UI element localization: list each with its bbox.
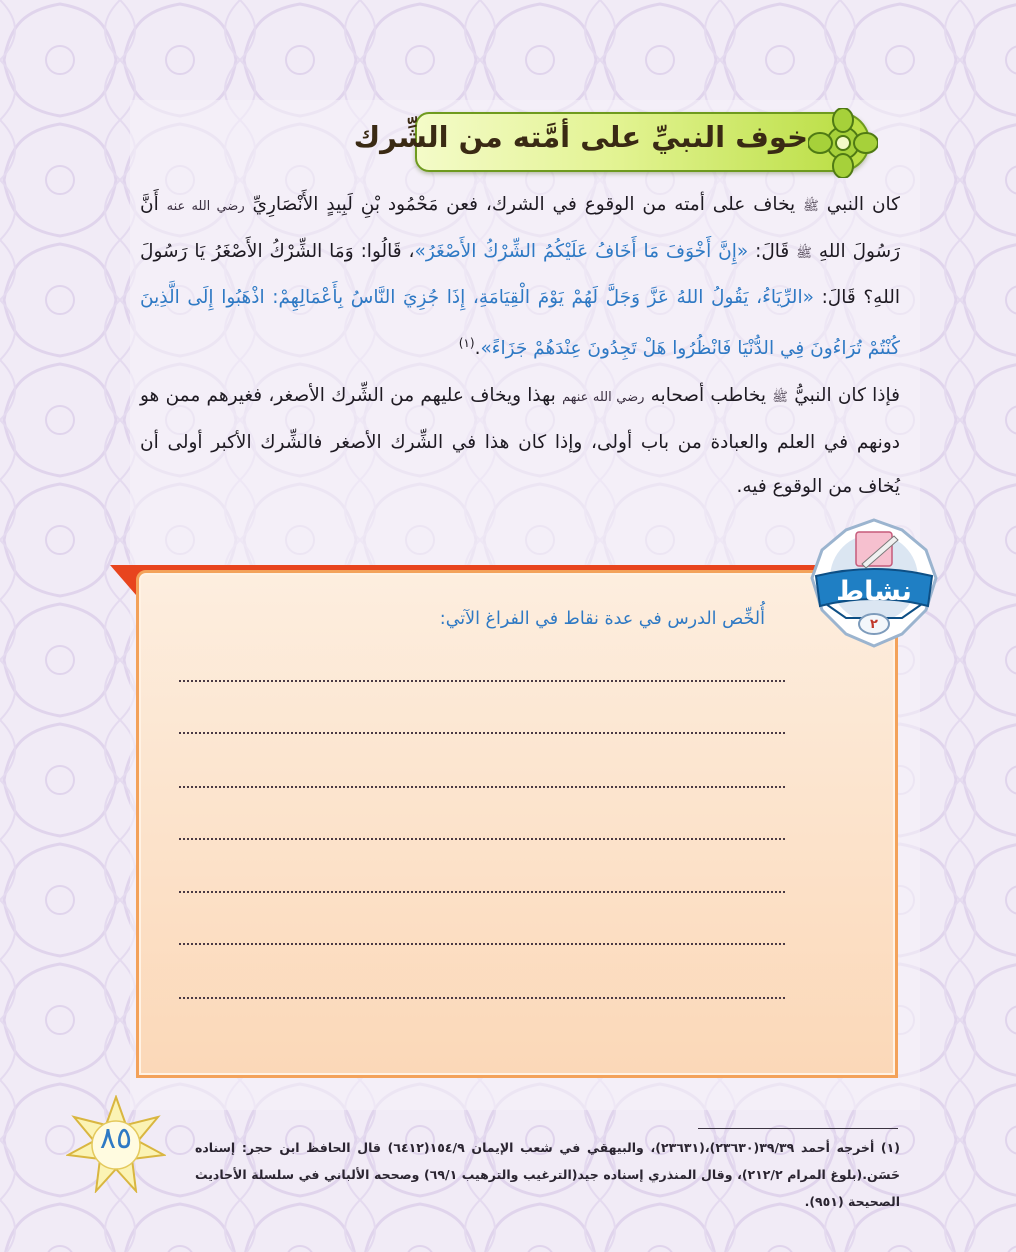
answer-line[interactable] <box>179 680 785 682</box>
text-run: أَنَّ رَسُولَ اللهِ <box>140 194 900 262</box>
text-run: قَالَ: <box>748 240 797 262</box>
footnotes <box>195 1134 900 1215</box>
footnote-reference[interactable]: (١) <box>458 335 475 350</box>
answer-line[interactable] <box>179 943 785 945</box>
page-number: ٨٥ <box>99 1121 133 1156</box>
footnote-divider <box>698 1128 898 1129</box>
paragraph-hadith <box>140 183 900 371</box>
hadith-quote: «الرِّيَاءُ، يَقُولُ اللهُ عَزَّ وَجَلَّ لَهُمْ يَوْمَ الْقِيَامَةِ، إِذَا جُزِيَ النَّاسُ بِأَعْمَالِهِمْ: اذْهَبُوا إِلَى الَّذِينَ كُنْتُمْ تُرَاءُونَ فِي الدُّنْيَا فَانْظُرُوا هَلْ تَجِدُونَ عِنْدَهُمْ جَزَاءً» <box>140 287 900 359</box>
honorific-salawat: ﷺ <box>803 199 819 214</box>
text-run: كان النبي <box>818 194 900 215</box>
honorific-radiallah: رضي الله عنه <box>166 199 245 214</box>
activity-badge-number: ٢ <box>870 617 878 632</box>
floral-ornament-icon <box>808 108 878 178</box>
honorific-salawat: ﷺ <box>796 245 812 261</box>
activity-prompt: أُلخِّص الدرس في عدة نقاط في الفراغ الآتي: <box>439 609 765 629</box>
answer-line[interactable] <box>179 891 785 893</box>
text-run: يخاطب أصحابه <box>644 385 773 407</box>
lesson-title-banner <box>353 112 870 172</box>
text-run: بهذا ويخاف عليهم من الشِّرك الأصغر، فغيرهم ممن هو دونهم في العلم والعبادة من باب أولى، وإذا كان هذا في الشِّرك الأصغر فالشِّرك الأكبر أولى أن يُخاف من الوقوع فيه. <box>140 385 900 498</box>
honorific-radiallah: رضي الله عنهم <box>562 390 645 406</box>
answer-line[interactable] <box>179 732 785 734</box>
honorific-salawat: ﷺ <box>772 390 788 406</box>
activity-badge <box>806 518 942 650</box>
answer-line[interactable] <box>179 997 785 999</box>
text-run: . <box>474 337 481 359</box>
text-run: ، قَالُوا: وَمَا الشِّرْكُ الأَصْغَرُ يَا رَسُولَ اللهِ؟ قَالَ: <box>140 240 900 308</box>
paragraph-explanation <box>140 374 900 510</box>
activity-badge-label: نشاط <box>836 576 912 607</box>
hadith-quote: «إِنَّ أَخْوَفَ مَا أَخَافُ عَلَيْكُمُ الشِّرْكُ الأَصْغَرُ» <box>414 240 749 262</box>
text-run: يخاف على أمته من الوقوع في الشرك، فعن مَحْمُود بْنِ لَبِيدٍ الأَنْصَارِيِّ <box>244 194 804 215</box>
footnote-1: (١) أخرجه أحمد ٣٩/٣٩(٢٣٦٣٠)،(٢٣٦٣١)، والبيهقي في شعب الإيمان ١٥٤/٩(٦٤١٢) قال الحافظ ابن حجر: إسناده حَسَن.(بلوغ المرام ٢١٢/٢)، وقال المنذري إسناده جيد(الترغيب والترهيب ٦٩/١) وصححه الألباني في سلسلة الأحاديث الصحيحة (٩٥١). <box>195 1140 901 1209</box>
answer-line[interactable] <box>179 838 785 840</box>
lesson-body <box>140 183 900 513</box>
answer-line[interactable] <box>179 786 785 788</box>
text-run: فإذا كان النبيُّ <box>787 385 900 407</box>
activity-box <box>136 570 898 1078</box>
lesson-title: خوف النبيِّ على أمَّته من الشِّرك <box>353 120 808 154</box>
